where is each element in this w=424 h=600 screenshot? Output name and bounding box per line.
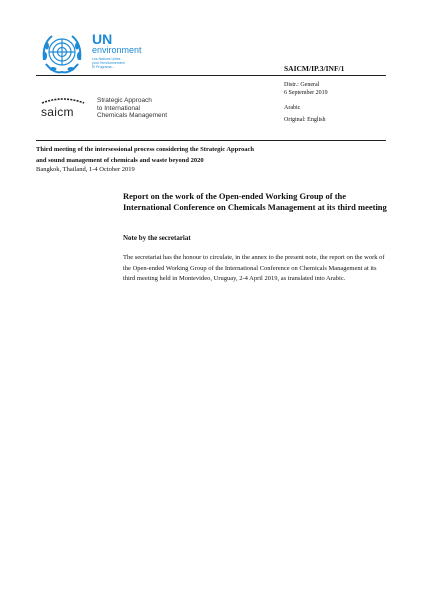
body-paragraph: The secretariat has the honour to circulate, in the annex to the present note, the report on the work of the Open-ended Working Group of the International Conference on Chemicals Management at its third meeting held in Montevideo, Uruguay, 2-4 April 2019, as translated into Arabic. xyxy=(123,254,385,282)
saicm-name-line-1: Strategic Approach xyxy=(97,97,152,104)
issue-date: 6 September 2019 xyxy=(284,90,328,96)
meeting-rule xyxy=(36,140,386,141)
un-logo-text: UN xyxy=(92,31,113,47)
meeting-title-line-1: Third meeting of the intersessional process considering the Strategic Approach xyxy=(36,146,255,153)
meeting-title-line-2: and sound management of chemicals and waste beyond 2020 xyxy=(36,157,204,164)
unep-tagline-3: El Programa... xyxy=(92,65,115,69)
language: Arabic xyxy=(284,105,301,111)
original-language: Original: English xyxy=(284,117,326,123)
unep-tagline-1: Les Nations Unies xyxy=(92,57,121,61)
document-symbol: SAICM/IP.3/INF/1 xyxy=(284,64,345,73)
distribution: Distr.: General xyxy=(284,82,320,88)
un-emblem-logo xyxy=(36,30,88,80)
saicm-logo xyxy=(40,97,86,119)
meeting-title xyxy=(36,144,296,166)
header-rule xyxy=(36,75,386,76)
saicm-name-line-2: to International xyxy=(97,104,141,112)
document-title: Report on the work of the Open-ended Working Group of the International Conference on Chemicals Management at its third meeting xyxy=(123,191,387,212)
meeting-place-date: Bangkok, Thailand, 1-4 October 2019 xyxy=(36,166,135,173)
unep-tagline-2: pour l'environnement xyxy=(92,61,125,65)
saicm-name-line-3: Chemicals Management xyxy=(97,112,168,119)
saicm-logo-text: saicm xyxy=(41,105,74,119)
unep-logo xyxy=(92,32,162,72)
document-subtitle: Note by the secretariat xyxy=(123,234,191,242)
saicm-name xyxy=(97,97,177,120)
unep-word: environment xyxy=(92,45,142,55)
